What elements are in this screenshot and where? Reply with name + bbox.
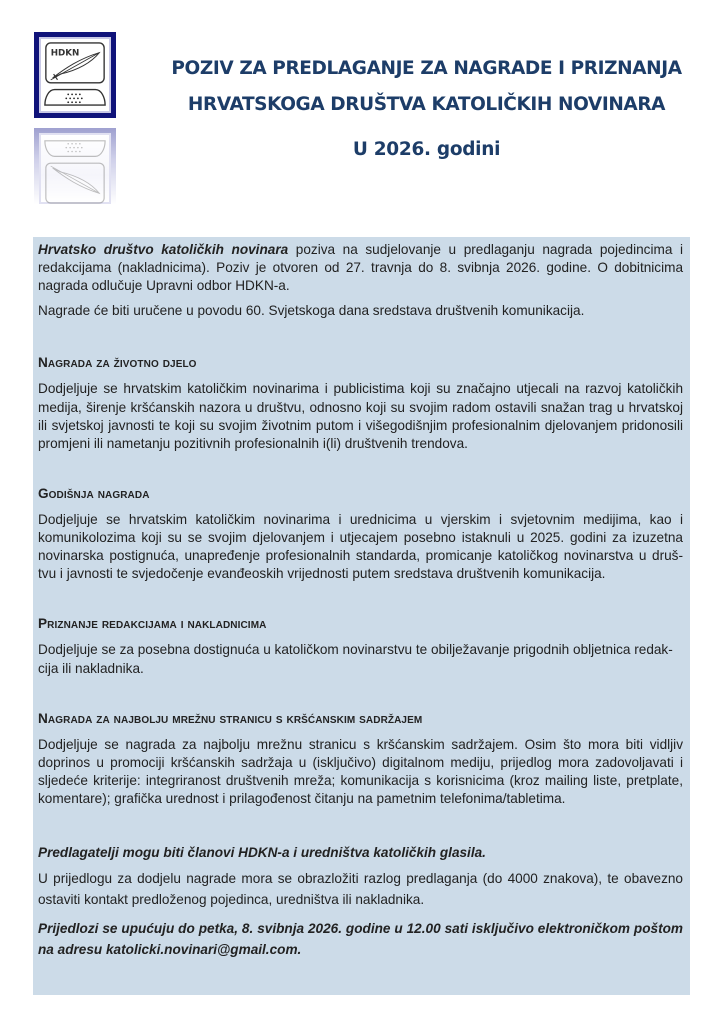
submission-deadline: Prijedlozi se upućuju do petka, 8. svibnja 2026. godine u 12.00 sati isključivo elektroničkom poštom na adresu katolicki.novinari@gmail.com. (38, 921, 683, 958)
section-body: Dodjeljuje se za posebna dostignuća u katoličkom novinarstvu te obilježavanje prigodnih obljetnica redak-cija ili nakladnika. (38, 642, 673, 676)
hdkn-logo (34, 32, 116, 118)
keyboard-icon (45, 90, 105, 106)
section-lifetime-award (38, 354, 683, 452)
intro-lead: Hrvatsko društvo katoličkih novinara (38, 242, 289, 257)
content-box (33, 237, 690, 995)
section-heading: Nagrada za životno djelo (38, 355, 197, 371)
section-heading: Nagrada za najbolju mrežnu stranicu s kršćanskim sadržajem (38, 710, 423, 726)
logo-text: HDKN (50, 48, 80, 59)
submission-instructions: U prijedlogu za dodjelu nagrade mora se obrazložiti razlog predlaganja (do 4000 znakova), te obavezno ostaviti kontakt predloženog pojedinca, uredništva ili nakladnika. (38, 871, 683, 907)
page-title-line-2: HRVATSKOGA DRUŠTVA KATOLIČKIH NOVINARA (187, 94, 666, 115)
section-body: Dodjeljuje se nagrada za najbolju mrežnu stranicu s kršćanskim sadržajem. Osim što mora biti vidljiv doprinos u promociji kršćanskih sadržaja u (isključivo) digitalnom mediju, prijedlog mora zadovoljavati i sljedeće kriterije: integriranost društvenih mreža; komunikacija s korisnicima (kroz mailing liste, pretplate, komentare); grafička urednost i prilagođenost čitanju na pametnim telefonima/tabletima. (38, 736, 683, 806)
logo-artwork (41, 39, 109, 111)
section-editorial-recognition (38, 615, 683, 677)
section-body: Dodjeljuje se hrvatskim katoličkim novinarima i urednicima u vjerskim i svjetovnim medijima, kao i komunikolozima koji su se svojim djelovanjem i utjecajem posebno istaknuli u 2025. godini za izuzetna novinarska postignuća, unapređenje profesionalnih standarda, promicanje katoličkog novinarstva u druš-tvu i javnosti te svjedočenje evanđeoskih vrijednosti putem sredstava društvenih komunikacija. (38, 511, 683, 582)
page-title-line-3: U 2026. godini (352, 139, 501, 160)
section-annual-award (38, 485, 683, 583)
intro-paragraph (38, 241, 683, 295)
logo-reflection (34, 128, 116, 204)
awards-note: Nagrade će biti uručene u povodu 60. Svjetskoga dana sredstava društvenih komunikacija. (38, 303, 585, 319)
section-website-award (38, 710, 683, 808)
nominators-note: Predlagatelji mogu biti članovi HDKN-a i uredništva katoličkih glasila. (38, 845, 486, 861)
page-title-line-1: POZIV ZA PREDLAGANJE ZA NAGRADE I PRIZNANJA (171, 58, 682, 79)
logo-reflection-artwork (41, 135, 109, 207)
section-body: Dodjeljuje se hrvatskim katoličkim novinarima i publicistima koji su značajno utjecali na razvoj katoličkih medija, širenje kršćanskih nazora u društvu, odnosno koji su svojim radom ostavili snažan trag u hrvatskoj ili svjetskoj javnosti te koji su svojim životnim putom i višegodišnjim profesionalnim djelovanjem pridonosili promjeni ili nametanju pozitivnih profesionalnih i(li) društvenih trendova. (38, 381, 683, 451)
intro-text: poziva na sudjelovanje u predlaganju nagrada pojedincima i redakcijama (nakladnicima). Poziv je otvoren od 27. travnja do 8. svibnja 2026. godine. O dobitnicima nagrada odlučuje Upravni odbor HDKN-a. (38, 242, 683, 294)
section-heading: Priznanje redakcijama i nakladnicima (38, 616, 267, 632)
section-heading: Godišnja nagrada (38, 485, 150, 501)
